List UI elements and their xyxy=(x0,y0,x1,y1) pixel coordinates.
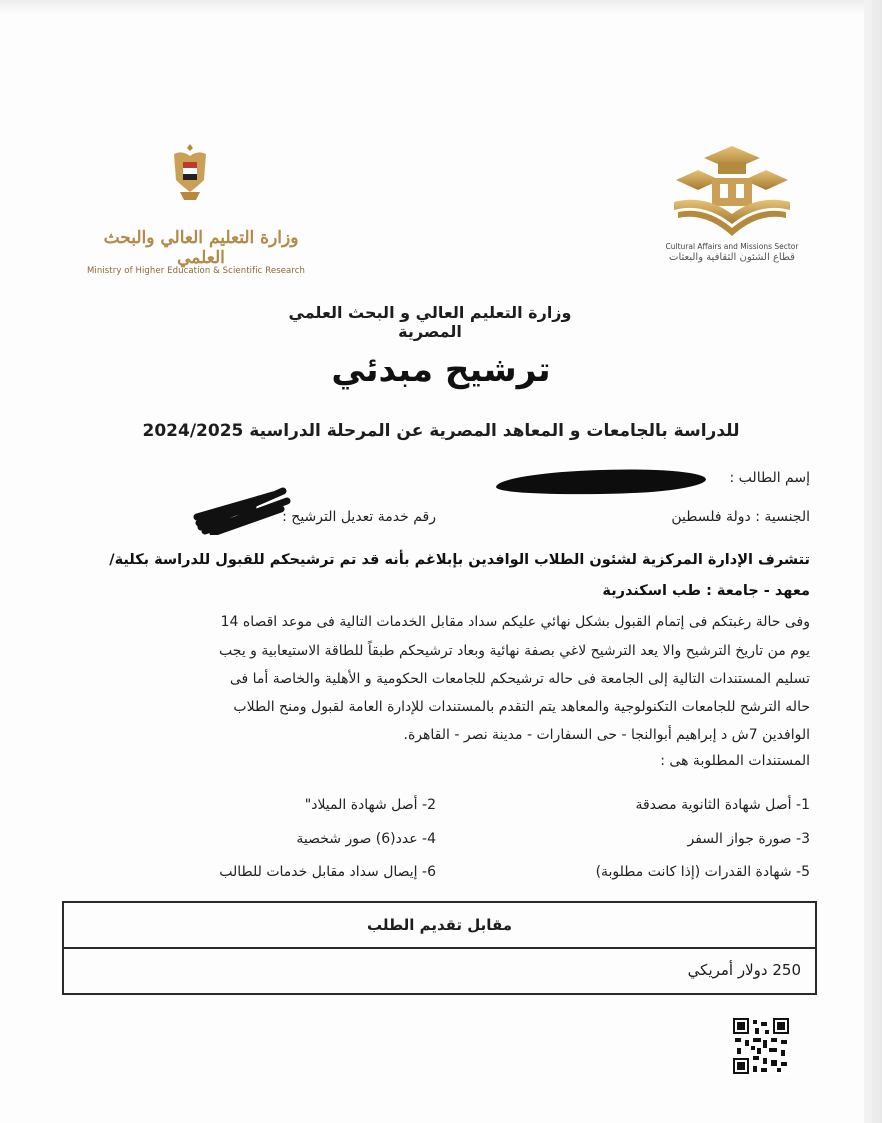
graduation-cap-book-logo-icon xyxy=(668,140,796,248)
paragraph-line: يوم من تاريخ الترشيح والا يعد الترشيح لاغي بصفة نهائية وبعاد ترشيحكم طبقاً للطاقة الاستيعابية و يجب xyxy=(219,643,810,659)
ministry-logo-english-text: Ministry of Higher Education & Scientific Research xyxy=(86,266,306,276)
document-item: 3- صورة جواز السفر xyxy=(687,831,810,847)
page-top-shadow xyxy=(0,0,882,14)
nomination-notice-line-2: معهد - جامعة : طب اسكندرية xyxy=(602,583,810,599)
document-item: 5- شهادة القدرات (إذا كانت مطلوبة) xyxy=(595,864,810,880)
nomination-notice-line-1: تتشرف الإدارة المركزية لشئون الطلاب الوافدين بإبلاغم بأنه قد تم ترشيحكم للقبول للدراسة بكلية/ xyxy=(109,552,810,568)
paragraph-line: تسليم المستندات التالية إلى الجامعة فى حاله ترشيحكم للجامعات الحكومية و الأهلية والخاصة أما فى xyxy=(229,671,810,687)
ministry-logo-arabic-text: وزارة التعليم العالي والبحث العلمي xyxy=(103,228,299,268)
document-subtitle: للدراسة بالجامعات و المعاهد المصرية عن المرحلة الدراسية 2024/2025 xyxy=(142,421,740,441)
paragraph-line: حاله الترشح للجامعات التكنولوجية والمعاهد يتم التقدم بالمستندات للإدارة العامة لقبول ومنح الطلاب xyxy=(233,699,810,715)
fee-table-header: مقابل تقديم الطلب xyxy=(64,903,815,949)
student-name-label: إسم الطالب : xyxy=(729,470,810,486)
document-item: 1- أصل شهادة الثانوية مصدقة xyxy=(635,797,810,813)
document-item: 6- إيصال سداد مقابل خدمات للطالب xyxy=(219,864,436,880)
redacted-service-number-scribble xyxy=(193,487,291,535)
paragraph-line: وفى حالة رغبتكم فى إتمام القبول بشكل نهائي عليكم سداد مقابل الخدمات التالية فى موعد اقصاه 14 xyxy=(220,614,810,630)
document-item: 2- أصل شهادة الميلاد" xyxy=(304,797,436,813)
document-title: ترشيح مبدئي xyxy=(331,350,551,390)
sector-logo-arabic-text: قطاع الشئون الثقافية والبعثات xyxy=(669,252,795,263)
documents-heading: المستندات المطلوبة هى : xyxy=(660,753,810,769)
nationality-field: الجنسية : دولة فلسطين xyxy=(671,509,810,525)
egypt-eagle-emblem-icon xyxy=(168,140,212,206)
ministry-heading: وزارة التعليم العالي و البحث العلمي المصرية xyxy=(288,303,572,341)
sector-logo-english-text: Cultural Affairs and Missions Sector xyxy=(665,242,799,251)
document-item: 4- عدد(6) صور شخصية xyxy=(296,831,436,847)
paragraph-line: الوافدين 7ش د إبراهيم أبوالنجا - حى السفارات - مدينة نصر - القاهرة. xyxy=(403,727,810,743)
redacted-student-name xyxy=(496,467,707,496)
page-edge-shadow xyxy=(864,0,882,1123)
fee-table xyxy=(62,901,817,995)
service-number-label: رقم خدمة تعديل الترشيح : xyxy=(282,509,436,525)
fee-amount: 250 دولار أمريكي xyxy=(687,961,801,979)
qr-code-icon xyxy=(733,1018,789,1074)
